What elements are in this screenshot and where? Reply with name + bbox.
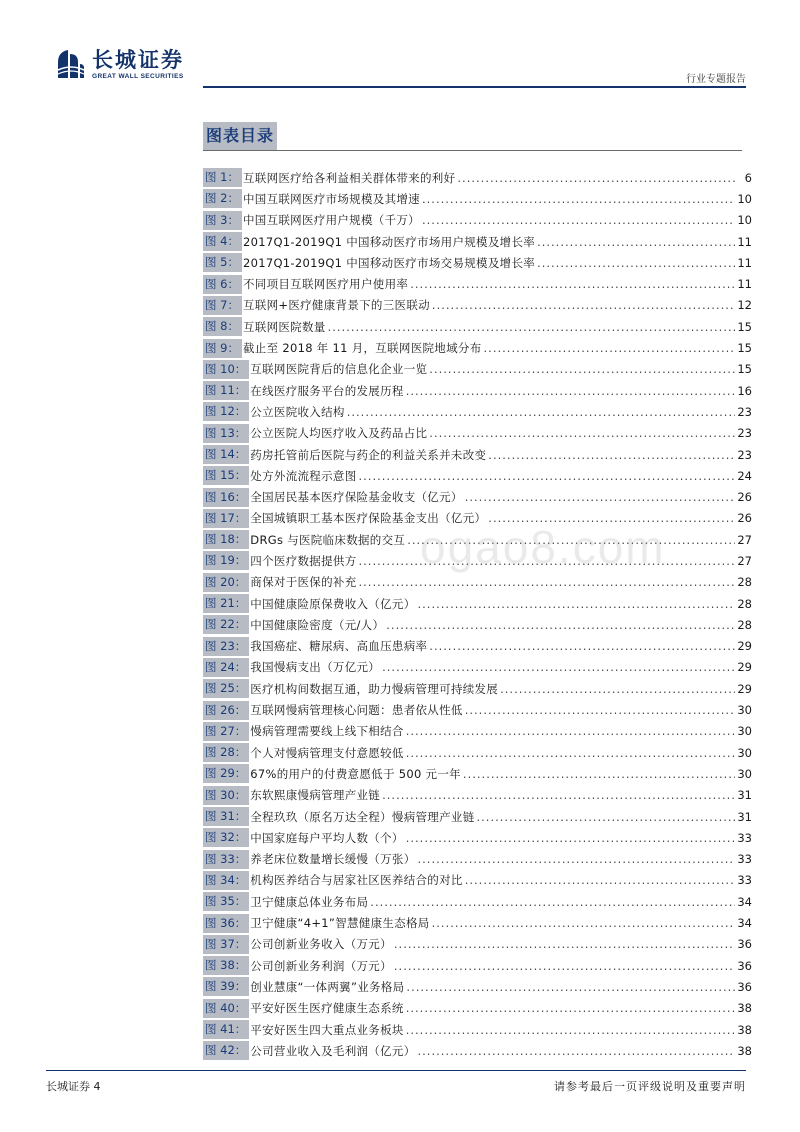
figure-number-label: 图 9：: [203, 339, 242, 358]
figure-number-label: 图 7：: [203, 296, 242, 315]
toc-entry[interactable]: [203, 699, 752, 720]
figure-title: DRGs 与医院临床数据的交互: [250, 532, 406, 547]
figure-title: 互联网医院背后的信息化企业一览: [250, 362, 428, 377]
page-number: 29: [737, 660, 752, 675]
dot-leader: [418, 852, 736, 866]
figure-title: 全国城镇职工基本医疗保险基金支出（亿元）: [250, 511, 487, 526]
dot-leader: [410, 277, 735, 291]
dot-leader: [382, 660, 735, 674]
figure-number-label: 图 34：: [203, 871, 249, 890]
page-number: 28: [737, 596, 752, 611]
toc-entry[interactable]: [203, 316, 752, 337]
toc-entry[interactable]: [203, 167, 752, 188]
toc-entry[interactable]: [203, 359, 752, 380]
toc-entry[interactable]: [203, 763, 752, 784]
page-number: 34: [737, 894, 752, 909]
figure-number-label: 图 37：: [203, 935, 249, 954]
toc-entry[interactable]: [203, 593, 752, 614]
figure-number-label: 图 19：: [203, 551, 249, 570]
figure-title: 在线医疗服务平台的发展历程: [250, 383, 404, 398]
footer-disclaimer: 请参考最后一页评级说明及重要声明: [554, 1080, 746, 1093]
page-number: 29: [737, 639, 752, 654]
toc-entry[interactable]: [203, 614, 752, 635]
dot-leader: [484, 341, 736, 355]
dot-leader: [418, 1044, 736, 1058]
toc-entry[interactable]: [203, 423, 752, 444]
figure-title: 中国互联网医疗市场规模及其增速: [242, 191, 420, 206]
dot-leader: [406, 1023, 736, 1037]
page-number: 28: [737, 617, 752, 632]
toc-entry[interactable]: [203, 252, 752, 273]
dot-leader: [418, 597, 736, 611]
page-number: 15: [737, 319, 752, 334]
page-number: 38: [737, 1022, 752, 1037]
figure-number-label: 图 4：: [203, 232, 242, 251]
figure-title: 2017Q1-2019Q1 中国移动医疗市场用户规模及增长率: [242, 234, 536, 249]
dot-leader: [406, 980, 735, 994]
dot-leader: [537, 256, 735, 270]
toc-entry[interactable]: [203, 806, 752, 827]
page-number: 11: [737, 277, 752, 292]
figure-title: 互联网慢病管理核心问题：患者依从性低: [250, 703, 463, 718]
page-number: 15: [737, 341, 752, 356]
figure-number-label: 图 24：: [203, 658, 249, 677]
toc-entry[interactable]: [203, 572, 752, 593]
figure-title: 处方外流流程示意图: [250, 468, 357, 483]
figure-number-label: 图 30：: [203, 786, 249, 805]
toc-entry[interactable]: [203, 1040, 752, 1061]
logo-text: [92, 48, 184, 81]
toc-entry[interactable]: [203, 849, 752, 870]
figure-title: 公立医院收入结构: [250, 404, 345, 419]
toc-entry[interactable]: [203, 273, 752, 294]
figure-number-label: 图 14：: [203, 445, 249, 464]
toc-entry[interactable]: [203, 827, 752, 848]
dot-leader: [406, 1001, 736, 1015]
figure-number-label: 图 27：: [203, 722, 249, 741]
page-number: 15: [737, 362, 752, 377]
dot-leader: [500, 682, 735, 696]
figure-number-label: 图 6：: [203, 275, 242, 294]
dot-leader: [429, 639, 735, 653]
figure-number-label: 图 15：: [203, 466, 249, 485]
figure-title: 2017Q1-2019Q1 中国移动医疗市场交易规模及增长率: [242, 255, 536, 270]
dot-leader: [488, 448, 735, 462]
company-logo: [56, 44, 184, 84]
figure-title: 我国慢病支出（万亿元）: [250, 660, 381, 675]
dot-leader: [359, 575, 736, 589]
page-number: 26: [737, 511, 752, 526]
watermark: ogao8.com: [420, 521, 666, 573]
figure-number-label: 图 18：: [203, 530, 249, 549]
toc-entry[interactable]: [203, 401, 752, 422]
title-underline: [203, 150, 742, 151]
page-number: 27: [737, 532, 752, 547]
page-number: 30: [737, 724, 752, 739]
toc-entry[interactable]: [203, 636, 752, 657]
footer-page-label: 长城证券 4: [46, 1080, 101, 1093]
toc-title: 图表目录: [203, 122, 277, 150]
page-number: 38: [737, 1001, 752, 1016]
figure-number-label: 图 5：: [203, 253, 242, 272]
figure-number-label: 图 28：: [203, 743, 249, 762]
figure-title: 中国健康险密度（元/人）: [250, 617, 385, 632]
dot-leader: [477, 810, 736, 824]
figure-number-label: 图 20：: [203, 573, 249, 592]
figure-number-label: 图 26：: [203, 701, 249, 720]
figure-title: 商保对于医保的补充: [250, 575, 357, 590]
figure-title: 创业慧康“一体两翼”业务格局: [250, 979, 405, 994]
figure-number-label: 图 2：: [203, 189, 242, 208]
figure-number-label: 图 41：: [203, 1020, 249, 1039]
figure-number-label: 图 39：: [203, 977, 249, 996]
figure-list: [203, 167, 752, 1061]
toc-entry[interactable]: [203, 188, 752, 209]
figure-title: 公司创新业务利润（万元）: [250, 958, 392, 973]
brand-name-cn: 长城证券: [92, 47, 184, 72]
figure-title: 四个医疗数据提供方: [250, 553, 357, 568]
figure-number-label: 图 33：: [203, 850, 249, 869]
figure-title: 中国健康险原保费收入（亿元）: [250, 596, 416, 611]
dot-leader: [406, 746, 736, 760]
figure-number-label: 图 11：: [203, 381, 249, 400]
figure-number-label: 图 40：: [203, 999, 249, 1018]
toc-entry[interactable]: [203, 231, 752, 252]
dot-leader: [406, 384, 736, 398]
toc-entry[interactable]: [203, 380, 752, 401]
figure-number-label: 图 36：: [203, 914, 249, 933]
dot-leader: [394, 937, 735, 951]
dot-leader: [347, 405, 736, 419]
figure-title: 互联网+医疗健康背景下的三医联动: [242, 298, 430, 313]
figure-number-label: 图 25：: [203, 679, 249, 698]
figure-title: 养老床位数量增长缓慢（万张）: [250, 852, 416, 867]
figure-title: 医疗机构间数据互通，助力慢病管理可持续发展: [250, 681, 499, 696]
figure-number-label: 图 42：: [203, 1041, 249, 1060]
page-number: 26: [737, 490, 752, 505]
dot-leader: [406, 831, 736, 845]
dot-leader: [465, 490, 736, 504]
page-number: 28: [737, 575, 752, 590]
figure-title: 全国居民基本医疗保险基金收支（亿元）: [250, 490, 463, 505]
figure-title: 公立医院人均医疗收入及药品占比: [250, 426, 428, 441]
toc-entry[interactable]: [203, 486, 752, 507]
page-number: 33: [737, 873, 752, 888]
page-number: 31: [737, 788, 752, 803]
figure-title: 平安好医生四大重点业务板块: [250, 1022, 404, 1037]
page-number: 30: [737, 703, 752, 718]
figure-number-label: 图 16：: [203, 488, 249, 507]
figure-title: 不同项目互联网医疗用户使用率: [242, 277, 409, 292]
figure-title: 互联网医院数量: [242, 319, 326, 334]
figure-number-label: 图 17：: [203, 509, 249, 528]
page-number: 38: [737, 1043, 752, 1058]
figure-title: 个人对慢病管理支付意愿较低: [250, 745, 404, 760]
brand-name-en: GREAT WALL SECURITIES: [92, 72, 184, 80]
dot-leader: [382, 788, 735, 802]
figure-number-label: 图 21：: [203, 594, 249, 613]
dot-leader: [394, 959, 735, 973]
dot-leader: [406, 724, 736, 738]
dot-leader: [370, 895, 735, 909]
toc-entry[interactable]: [203, 976, 752, 997]
dot-leader: [465, 873, 736, 887]
dot-leader: [432, 916, 736, 930]
page-number: 23: [737, 426, 752, 441]
page-number: 29: [737, 681, 752, 696]
figure-title: 全程玖玖（原名万达全程）慢病管理产业链: [250, 809, 475, 824]
dot-leader: [457, 171, 738, 185]
page-number: 33: [737, 852, 752, 867]
toc-entry[interactable]: [203, 465, 752, 486]
figure-number-label: 图 29：: [203, 764, 249, 783]
figure-number-label: 图 32：: [203, 828, 249, 847]
page-number: 27: [737, 553, 752, 568]
toc-entry[interactable]: [203, 337, 752, 358]
toc-entry[interactable]: [203, 678, 752, 699]
dot-leader: [429, 362, 735, 376]
page-number: 12: [737, 298, 752, 313]
toc-entry[interactable]: [203, 210, 752, 231]
toc-entry[interactable]: [203, 891, 752, 912]
figure-title: 卫宁健康“4+1”智慧健康生态格局: [250, 916, 430, 931]
figure-number-label: 图 10：: [203, 360, 249, 379]
toc-entry[interactable]: [203, 785, 752, 806]
report-type: 行业专题报告: [686, 74, 746, 85]
page-number: 10: [737, 191, 752, 206]
toc-entry[interactable]: [203, 721, 752, 742]
figure-title: 慢病管理需要线上线下相结合: [250, 724, 404, 739]
figure-title: 67%的用户的付费意愿低于 500 元一年: [250, 766, 461, 781]
toc-entry[interactable]: [203, 998, 752, 1019]
footer-divider: [46, 1070, 746, 1071]
toc-entry[interactable]: [203, 742, 752, 763]
dot-leader: [429, 426, 735, 440]
page-number: 10: [737, 213, 752, 228]
page-number: 36: [737, 979, 752, 994]
figure-title: 截止至 2018 年 11 月，互联网医院地域分布: [242, 341, 482, 356]
page-number: 31: [737, 809, 752, 824]
figure-title: 药房托管前后医院与药企的利益关系并未改变: [250, 447, 487, 462]
figure-title: 卫宁健康总体业务布局: [250, 894, 369, 909]
figure-number-label: 图 31：: [203, 807, 249, 826]
figure-title: 中国家庭每户平均人数（个）: [250, 830, 404, 845]
figure-number-label: 图 13：: [203, 424, 249, 443]
figure-title: 机构医养结合与居家社区医养结合的对比: [250, 873, 463, 888]
figure-number-label: 图 3：: [203, 211, 242, 230]
page-number: 36: [737, 958, 752, 973]
dot-leader: [537, 235, 735, 249]
dot-leader: [432, 298, 735, 312]
figure-number-label: 图 35：: [203, 892, 249, 911]
figure-number-label: 图 22：: [203, 615, 249, 634]
toc-entry[interactable]: [203, 912, 752, 933]
toc-entry[interactable]: [203, 1019, 752, 1040]
figure-number-label: 图 8：: [203, 317, 242, 336]
great-wall-logo-icon: [56, 48, 86, 80]
figure-title: 东软熙康慢病管理产业链: [250, 788, 381, 803]
page-number: 16: [737, 383, 752, 398]
page-number: 23: [737, 447, 752, 462]
page-number: 11: [737, 255, 752, 270]
figure-title: 公司创新业务收入（万元）: [250, 937, 392, 952]
figure-title: 公司营业收入及毛利润（亿元）: [250, 1043, 416, 1058]
page-number: 33: [737, 830, 752, 845]
toc-entry[interactable]: [203, 444, 752, 465]
toc-entry[interactable]: [203, 934, 752, 955]
dot-leader: [463, 767, 735, 781]
toc-entry[interactable]: [203, 295, 752, 316]
page-number: 6: [744, 170, 752, 185]
dot-leader: [359, 469, 736, 483]
toc-entry[interactable]: [203, 955, 752, 976]
figure-number-label: 图 1：: [203, 168, 242, 187]
dot-leader: [465, 703, 736, 717]
dot-leader: [422, 213, 735, 227]
dot-leader: [328, 320, 736, 334]
page-number: 11: [737, 234, 752, 249]
page-number: 36: [737, 937, 752, 952]
toc-entry[interactable]: [203, 870, 752, 891]
dot-leader: [386, 618, 735, 632]
page-number: 30: [737, 766, 752, 781]
figure-title: 我国癌症、糖尿病、高血压患病率: [250, 639, 428, 654]
header-divider: [203, 86, 746, 88]
figure-title: 平安好医生医疗健康生态系统: [250, 1001, 404, 1016]
page-number: 23: [737, 404, 752, 419]
figure-title: 互联网医疗给各利益相关群体带来的利好: [242, 170, 456, 185]
figure-number-label: 图 38：: [203, 956, 249, 975]
toc-entry[interactable]: [203, 657, 752, 678]
page-number: 34: [737, 916, 752, 931]
figure-title: 中国互联网医疗用户规模（千万）: [242, 213, 420, 228]
figure-number-label: 图 12：: [203, 402, 249, 421]
figure-number-label: 图 23：: [203, 637, 249, 656]
dot-leader: [422, 192, 735, 206]
page-number: 24: [737, 468, 752, 483]
page-number: 30: [737, 745, 752, 760]
